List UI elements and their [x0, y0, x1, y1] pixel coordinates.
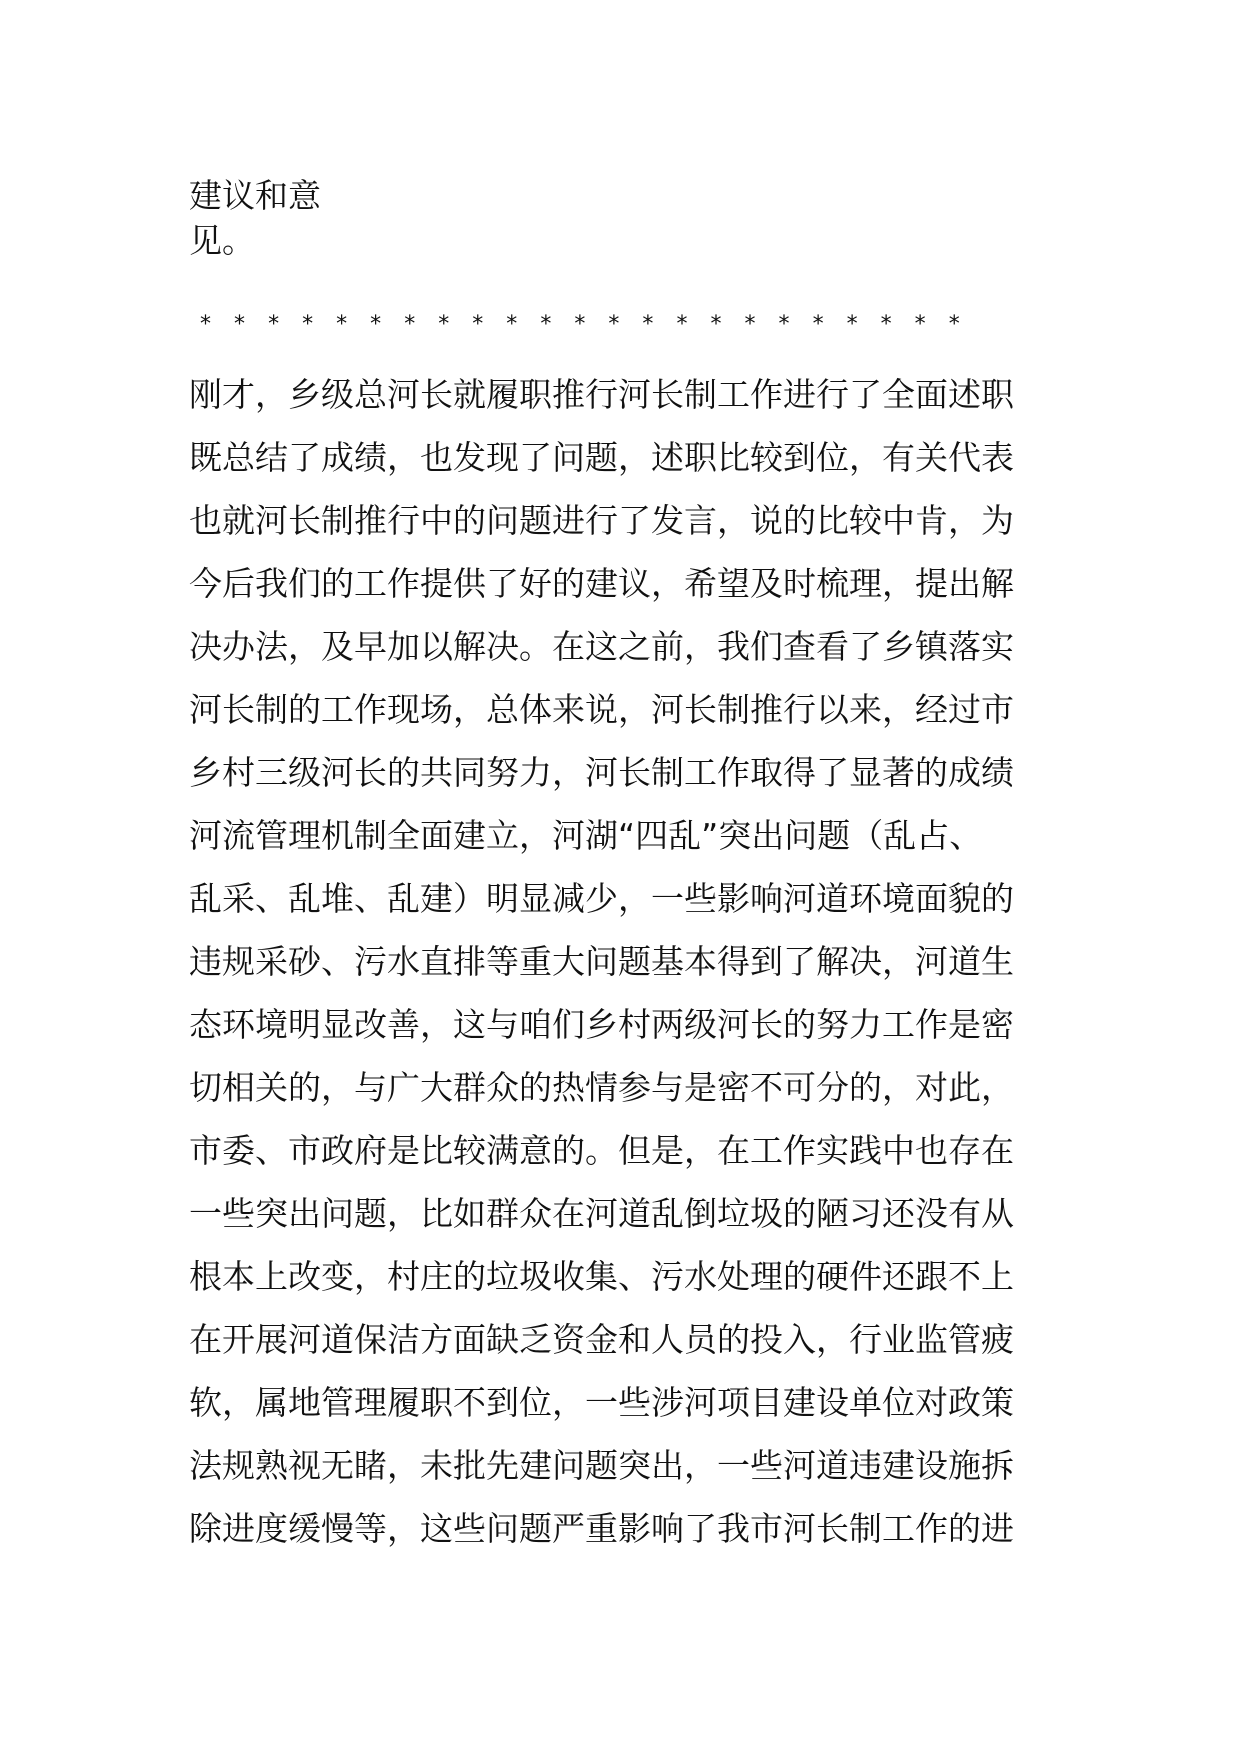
- separator-star: *: [438, 312, 450, 337]
- separator-star: *: [744, 312, 756, 337]
- separator-star: *: [574, 312, 586, 337]
- separator-star: *: [880, 312, 892, 337]
- heading-line-2: 见。: [189, 221, 255, 260]
- separator-star: *: [676, 312, 688, 337]
- body-line: 市委、市政府是比较满意的。但是，在工作实践中也存在: [189, 1131, 1014, 1170]
- body-line: 乡村三级河长的共同努力，河长制工作取得了显著的成绩: [189, 753, 1014, 792]
- body-line: 决办法，及早加以解决。在这之前，我们查看了乡镇落实: [189, 627, 1014, 666]
- separator-star: *: [812, 312, 824, 337]
- body-line: 乱采、乱堆、乱建）明显减少，一些影响河道环境面貌的: [189, 879, 1014, 918]
- body-line: 根本上改变，村庄的垃圾收集、污水处理的硬件还跟不上: [189, 1257, 1014, 1296]
- body-line: 也就河长制推行中的问题进行了发言，说的比较中肯，为: [189, 501, 1014, 540]
- body-line: 法规熟视无睹，未批先建问题突出，一些河道违建设施拆: [189, 1446, 1014, 1485]
- body-line: 除进度缓慢等，这些问题严重影响了我市河长制工作的进: [189, 1509, 1014, 1548]
- separator-star: *: [846, 312, 858, 337]
- body-line: 今后我们的工作提供了好的建议，希望及时梳理，提出解: [189, 564, 1014, 603]
- separator-star: *: [268, 312, 280, 337]
- body-line: 既总结了成绩，也发现了问题，述职比较到位，有关代表: [189, 438, 1014, 477]
- separator-star: *: [336, 312, 348, 337]
- body-line: 刚才，乡级总河长就履职推行河长制工作进行了全面述职: [189, 375, 1014, 414]
- body-line: 违规采砂、污水直排等重大问题基本得到了解决，河道生: [189, 942, 1014, 981]
- separator-star: *: [302, 312, 314, 337]
- separator-star: *: [948, 312, 960, 337]
- body-line: 在开展河道保洁方面缺乏资金和人员的投入，行业监管疲: [189, 1320, 1014, 1359]
- separator-star: *: [710, 312, 722, 337]
- separator-star: *: [472, 312, 484, 337]
- separator-star: *: [608, 312, 620, 337]
- separator-star: *: [200, 312, 211, 337]
- separator-star: *: [778, 312, 790, 337]
- separator-star: *: [642, 312, 654, 337]
- body-line: 一些突出问题，比如群众在河道乱倒垃圾的陋习还没有从: [189, 1194, 1014, 1233]
- separator-star: *: [914, 312, 926, 337]
- separator-star: *: [404, 312, 416, 337]
- body-line: 河长制的工作现场，总体来说，河长制推行以来，经过市: [189, 690, 1014, 729]
- body-line: 河流管理机制全面建立，河湖“四乱”突出问题（乱占、: [189, 816, 983, 855]
- separator-star: *: [234, 312, 246, 337]
- separator-stars: [200, 310, 960, 340]
- separator-star: *: [370, 312, 382, 337]
- heading-line-1: 建议和意: [189, 176, 321, 215]
- body-line: 态环境明显改善，这与咱们乡村两级河长的努力工作是密: [189, 1005, 1014, 1044]
- separator-star: *: [506, 312, 518, 337]
- separator-star: *: [540, 312, 552, 337]
- body-line: 切相关的，与广大群众的热情参与是密不可分的，对此，: [189, 1068, 1014, 1107]
- body-line: 软，属地管理履职不到位，一些涉河项目建设单位对政策: [189, 1383, 1014, 1422]
